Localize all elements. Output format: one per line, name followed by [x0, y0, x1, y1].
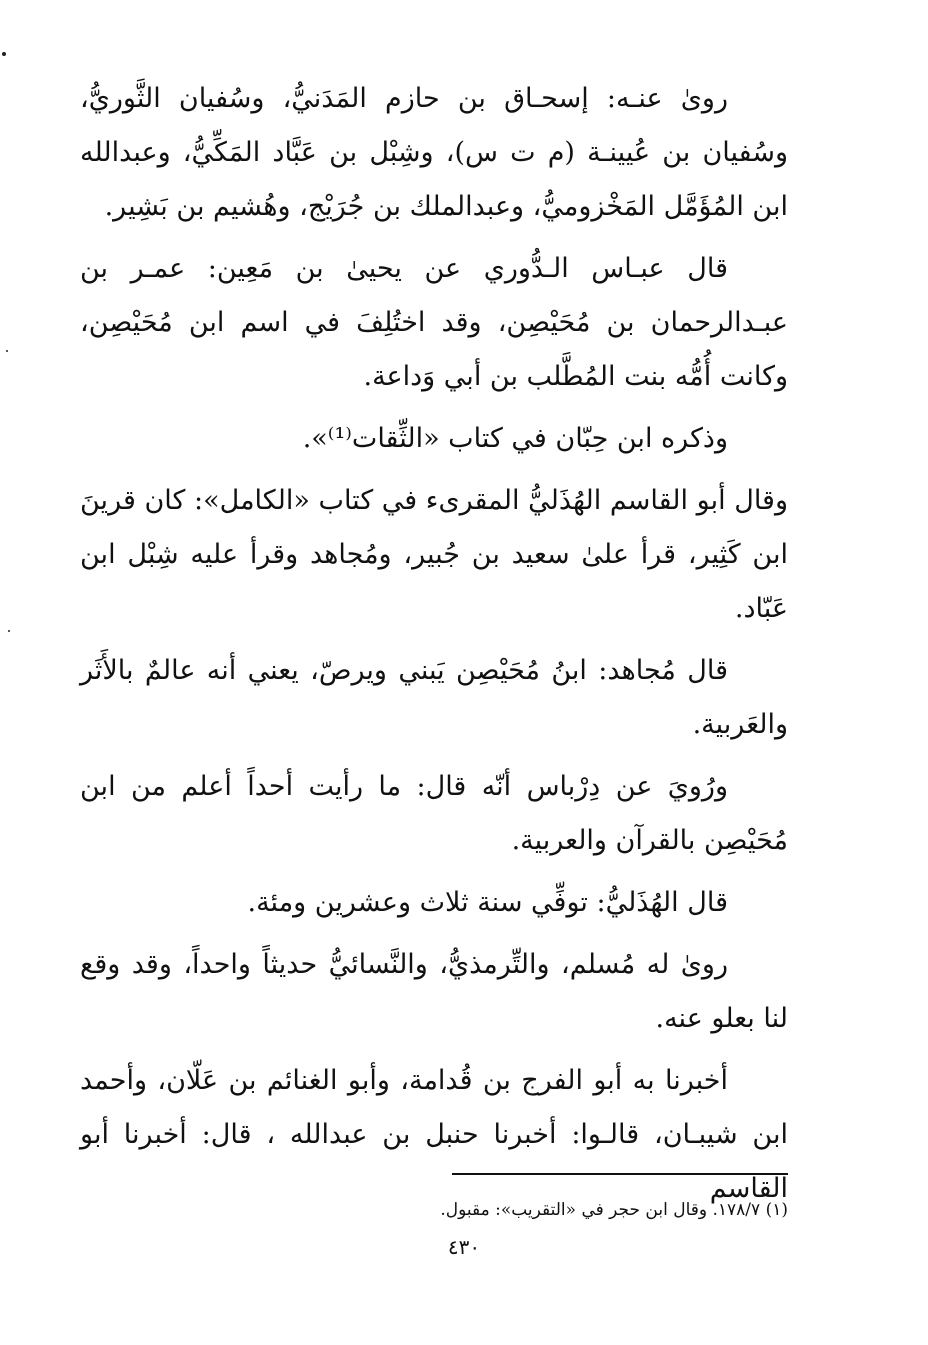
paragraph-mujahid: قال مُجاهد: ابنُ مُحَيْصِن يَبني ويرصّ، يعني أنه عالمٌ بالأَثَر والعَربية.: [80, 655, 788, 740]
footnote-divider: [452, 1173, 788, 1175]
paragraph-transmission: رویٰ له مُسلم، والتِّرمذيُّ، والنَّسائيُّ حديثاً واحداً، وقد وقع لنا بعلو عنه.: [80, 949, 788, 1034]
scan-speck: [8, 630, 10, 632]
paragraph-dirbas: ورُويَ عن دِرْباس أنّه قال: ما رأيت أحداً أعلم من ابن مُحَيْصِن بالقرآن والعربية.: [80, 771, 788, 856]
paragraph-death-year: قال الهُذَليُّ: توفِّي سنة ثلاث وعشرين ومئة.: [247, 887, 728, 918]
page-number: ٤٣٠: [447, 1235, 481, 1259]
scan-speck: [6, 350, 8, 352]
paragraph-isnad: أخبرنا به أبو الفرج بن قُدامة، وأبو الغنائم بن عَلّان، وأحمد ابن شيبـان، قالـوا: أخبرنا حنبل بن عبدالله ، قال: أخبرنا أبو القاسم: [80, 1065, 788, 1204]
paragraph-abbas-duri: قال عبـاس الـدُّوري عن يحيیٰ بن مَعِين: عمـر بن عبـدالرحمان بن مُحَيْصِن، وقد اختُلِفَ في اسم ابن مُحَيْصِن، وكانت أُمُّه بنت المُطَّلب بن أبي وَداعة.: [80, 253, 788, 392]
paragraph-narrators: رویٰ عنـه: إسحـاق بن حازم المَدَنيُّ، وسُفيان الثَّوريُّ، وسُفيان بن عُيينـة (م ت س)، وشِبْل بن عَبَّاد المَكِّيُّ، وعبدالله ابن المُؤَمَّل المَخْزوميُّ، وعبدالملك بن جُرَيْج، وهُشيم بن بَشِير.: [80, 83, 788, 222]
paragraph-ibn-hibban: وذكره ابن حِبّان في كتاب «الثِّقات⁽¹⁾».: [302, 423, 728, 454]
paragraph-hudhali-kamil: وقال أبو القاسم الهُذَليُّ المقرىء في كتاب «الكامل»: كان قرينَ ابن كَثِير، قرأ علیٰ سعيد بن جُبير، ومُجاهد وقرأ عليه شِبْل ابن عَبّاد.: [80, 485, 788, 624]
main-text: [80, 72, 788, 1224]
footnote: (١) ١٧٨/٧. وقال ابن حجر في «التقريب»: مقبول.: [440, 1200, 788, 1220]
scan-speck: [2, 52, 6, 56]
